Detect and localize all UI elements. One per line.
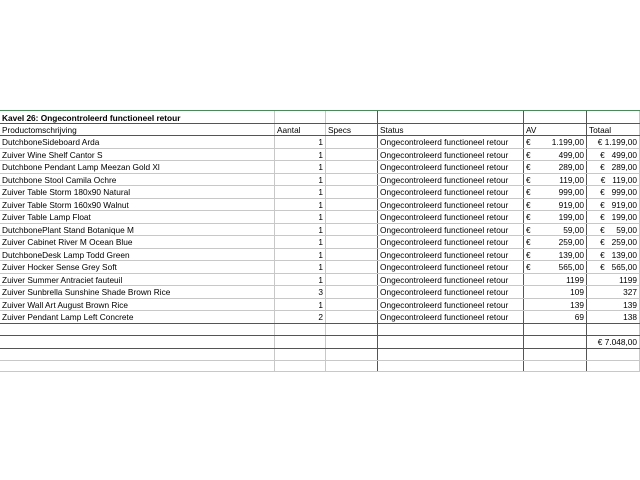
status-cell[interactable]: Ongecontroleerd functioneel retour (380, 174, 509, 185)
av-cell[interactable]: 199,00 (558, 212, 584, 222)
currency-symbol: € (526, 224, 531, 235)
currency-symbol: € (526, 249, 531, 260)
aantal-cell[interactable]: 2 (318, 312, 323, 322)
product-cell[interactable]: Dutchbone Stool Camila Ochre (2, 174, 117, 185)
status-cell[interactable]: Ongecontroleerd functioneel retour (380, 224, 509, 235)
status-cell[interactable]: Ongecontroleerd functioneel retour (380, 262, 509, 272)
header-product[interactable]: Productomschrijving (2, 125, 77, 135)
status-cell[interactable]: Ongecontroleerd functioneel retour (380, 249, 509, 260)
currency-symbol: € (526, 199, 531, 210)
header-status[interactable]: Status (380, 125, 404, 135)
av-cell[interactable]: 919,00 (558, 199, 584, 210)
av-cell[interactable]: 259,00 (558, 237, 584, 247)
row-divider (0, 360, 640, 361)
av-cell[interactable]: 999,00 (558, 187, 584, 197)
status-cell[interactable]: Ongecontroleerd functioneel retour (380, 312, 509, 322)
product-cell[interactable]: Zuiver Table Storm 160x90 Walnut (2, 199, 129, 210)
av-cell[interactable]: 119,00 (559, 174, 584, 185)
aantal-cell[interactable]: 1 (318, 274, 323, 285)
totaal-cell[interactable]: € 119,00 (600, 174, 637, 185)
av-cell[interactable]: 139,00 (558, 249, 584, 260)
product-cell[interactable]: DutchbonePlant Stand Botanique M (2, 224, 134, 235)
currency-symbol: € (526, 137, 531, 147)
row-divider (0, 371, 640, 372)
product-cell[interactable]: Zuiver Wine Shelf Cantor S (2, 149, 103, 160)
product-cell[interactable]: Zuiver Pendant Lamp Left Concrete (2, 312, 134, 322)
lot-title[interactable]: Kavel 26: Ongecontroleerd functioneel retour (2, 113, 181, 123)
product-cell[interactable]: DutchboneSideboard Arda (2, 137, 100, 147)
aantal-cell[interactable]: 1 (318, 137, 323, 147)
totaal-cell[interactable]: 138 (623, 312, 637, 322)
grand-total[interactable]: € 7.048,00 (597, 337, 637, 347)
aantal-cell[interactable]: 1 (318, 299, 323, 310)
aantal-cell[interactable]: 1 (318, 224, 323, 235)
av-cell[interactable]: 1.199,00 (551, 137, 584, 147)
product-cell[interactable]: Zuiver Sunbrella Sunshine Shade Brown Rice (2, 287, 171, 297)
currency-symbol: € (526, 162, 531, 172)
totaal-cell[interactable]: € 565,00 (600, 262, 637, 272)
aantal-cell[interactable]: 3 (318, 287, 323, 297)
status-cell[interactable]: Ongecontroleerd functioneel retour (380, 287, 509, 297)
av-cell[interactable]: 565,00 (558, 262, 584, 272)
row-divider (0, 335, 640, 336)
aantal-cell[interactable]: 1 (318, 199, 323, 210)
status-cell[interactable]: Ongecontroleerd functioneel retour (380, 212, 509, 222)
currency-symbol: € (526, 237, 531, 247)
header-av[interactable]: AV (526, 125, 537, 135)
totaal-cell[interactable]: € 999,00 (600, 187, 637, 197)
av-cell[interactable]: 289,00 (558, 162, 584, 172)
product-cell[interactable]: Zuiver Hocker Sense Grey Soft (2, 262, 117, 272)
currency-symbol: € (526, 212, 531, 222)
header-specs[interactable]: Specs (328, 125, 352, 135)
product-cell[interactable]: Zuiver Table Lamp Float (2, 212, 91, 222)
av-cell[interactable]: 139 (570, 299, 584, 310)
totaal-cell[interactable]: € 1.199,00 (597, 137, 637, 147)
currency-symbol: € (526, 174, 531, 185)
av-cell[interactable]: 69 (574, 312, 584, 322)
aantal-cell[interactable]: 1 (318, 149, 323, 160)
av-cell[interactable]: 109 (570, 287, 584, 297)
status-cell[interactable]: Ongecontroleerd functioneel retour (380, 274, 509, 285)
product-cell[interactable]: Zuiver Cabinet River M Ocean Blue (2, 237, 133, 247)
status-cell[interactable]: Ongecontroleerd functioneel retour (380, 299, 509, 310)
av-cell[interactable]: 499,00 (558, 149, 584, 160)
aantal-cell[interactable]: 1 (318, 262, 323, 272)
column-divider (377, 110, 378, 372)
status-cell[interactable]: Ongecontroleerd functioneel retour (380, 149, 509, 160)
aantal-cell[interactable]: 1 (318, 237, 323, 247)
status-cell[interactable]: Ongecontroleerd functioneel retour (380, 237, 509, 247)
totaal-cell[interactable]: € 289,00 (600, 162, 637, 172)
totaal-cell[interactable]: € 139,00 (600, 249, 637, 260)
currency-symbol: € (526, 262, 531, 272)
aantal-cell[interactable]: 1 (318, 249, 323, 260)
currency-symbol: € (526, 149, 531, 160)
aantal-cell[interactable]: 1 (318, 212, 323, 222)
totaal-cell[interactable]: 327 (623, 287, 637, 297)
status-cell[interactable]: Ongecontroleerd functioneel retour (380, 199, 509, 210)
status-cell[interactable]: Ongecontroleerd functioneel retour (380, 162, 509, 172)
product-cell[interactable]: Zuiver Table Storm 180x90 Natural (2, 187, 131, 197)
av-cell[interactable]: 1199 (566, 274, 584, 285)
column-divider (523, 110, 524, 372)
header-aantal[interactable]: Aantal (277, 125, 301, 135)
totaal-cell[interactable]: 1199 (619, 274, 637, 285)
spreadsheet (0, 110, 640, 372)
column-divider (274, 110, 275, 372)
currency-symbol: € (526, 187, 531, 197)
aantal-cell[interactable]: 1 (318, 174, 323, 185)
totaal-cell[interactable]: € 59,00 (600, 224, 637, 235)
totaal-cell[interactable]: € 919,00 (600, 199, 637, 210)
product-cell[interactable]: DutchboneDesk Lamp Todd Green (2, 249, 130, 260)
column-divider (325, 110, 326, 372)
status-cell[interactable]: Ongecontroleerd functioneel retour (380, 187, 509, 197)
product-cell[interactable]: Zuiver Summer Antraciet fauteuil (2, 274, 123, 285)
aantal-cell[interactable]: 1 (318, 187, 323, 197)
totaal-cell[interactable]: € 259,00 (600, 237, 637, 247)
totaal-cell[interactable]: 139 (623, 299, 637, 310)
row-divider (0, 348, 640, 349)
av-cell[interactable]: 59,00 (563, 224, 584, 235)
status-cell[interactable]: Ongecontroleerd functioneel retour (380, 137, 509, 147)
product-cell[interactable]: Dutchbone Pendant Lamp Meezan Gold Xl (2, 162, 160, 172)
totaal-cell[interactable]: € 499,00 (600, 149, 637, 160)
totaal-cell[interactable]: € 199,00 (600, 212, 637, 222)
aantal-cell[interactable]: 1 (318, 162, 323, 172)
header-totaal[interactable]: Totaal (589, 125, 612, 135)
product-cell[interactable]: Zuiver Wall Art August Brown Rice (2, 299, 129, 310)
row-divider (0, 110, 640, 111)
